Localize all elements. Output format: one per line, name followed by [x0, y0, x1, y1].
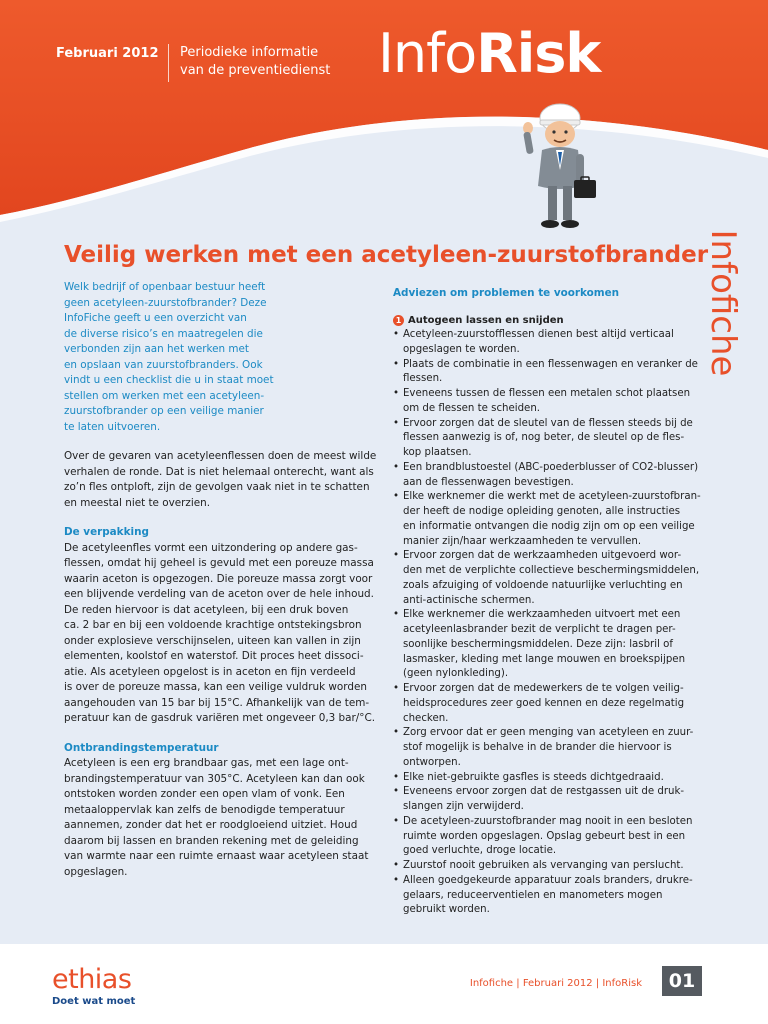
advice-list-item-line: om de flessen te scheiden.	[403, 402, 541, 414]
advice-list-item	[393, 874, 708, 918]
advice-list-item-line: flessen aanwezig is of, nog beter, de sleutel op de fles-	[403, 432, 685, 444]
advice-list	[393, 328, 708, 918]
advice-list-item-line: • Elke niet-gebruikte gasfles is steeds dichtgedraaid.	[403, 771, 664, 783]
advice-list-item	[393, 815, 708, 859]
advice-list-item	[393, 417, 708, 461]
logo-wordmark: ethias	[52, 964, 132, 995]
advice-list-item	[393, 549, 708, 608]
paragraph-line: Over de gevaren van acetyleenflessen doen de meest wilde	[64, 450, 377, 462]
advice-subheading	[393, 313, 708, 328]
advice-list-item-line: • Zorg ervoor dat er geen menging van acetyleen en zuur-	[403, 727, 694, 739]
advice-list-item-line: stof mogelijk is behalve in de brander die hiervoor is	[403, 742, 672, 753]
advice-list-item-line: acetyleenlasbrander bezit de verplicht te dragen per-	[403, 624, 676, 635]
advice-list-item-line: flessen.	[403, 373, 443, 385]
advice-list-item-line: • Ervoor zorgen dat de medewerkers de te volgen veilig-	[403, 683, 684, 694]
paragraph-line: van warmte naar een ruimte ernaast waar acetyleen staat	[64, 850, 369, 862]
advice-list-item-line: • Eveneens tussen de flessen een metalen schot plaatsen	[403, 388, 691, 399]
paragraph-line: verhalen de ronde. Dat is niet helemaal onterecht, want als	[64, 465, 374, 478]
section-heading: De verpakking	[64, 526, 149, 538]
paragraph-line: elementen, koolstof en waterstof. Dit proces heet dissoci-	[64, 650, 364, 662]
advice-list-item-line: anti-actinische schermen.	[403, 594, 535, 606]
advice-subheading-label: Autogeen lassen en snijden	[408, 315, 564, 326]
logo-tagline: Doet wat moet	[52, 996, 136, 1007]
advice-heading: Adviezen om problemen te voorkomen	[393, 287, 620, 299]
advice-list-item-line: • Ervoor zorgen dat de werkzaamheden uitgevoerd wor-	[403, 550, 682, 562]
paragraph-line: zo’n fles ontploft, zijn de gevolgen vaak niet in te schatten	[64, 481, 370, 493]
intro-line: geen acetyleen-zuurstofbrander? Deze	[64, 296, 267, 309]
advice-list-item	[393, 387, 708, 417]
section-verpakking	[64, 525, 379, 727]
advice-list-item-line: soonlijke beschermingsmiddelen. Deze zijn: lasbril of	[403, 638, 673, 650]
advice-list-item-line: den met de verplichte collectieve beschermingsmiddelen,	[403, 565, 700, 576]
advice-list-item	[393, 771, 708, 786]
advice-list-item	[393, 859, 708, 874]
header-subtitle	[180, 44, 330, 80]
paragraph-line: onder explosieve verschijnselen, uiteen kan vallen in zijn	[64, 634, 361, 647]
intro-text	[64, 280, 379, 435]
advice-list-item-line: (geen nylonkleding).	[403, 668, 509, 680]
intro-line: te laten uitvoeren.	[64, 420, 161, 433]
paragraph-line: is over de poreuze massa, kan een veilige vuldruk worden	[64, 681, 367, 693]
paragraph-line: een blijvende verdeling van de aceton over de hele inhoud.	[64, 588, 374, 600]
intro-line: Welk bedrijf of openbaar bestuur heeft	[64, 281, 266, 293]
advice-list-item-line: ruimte worden opgeslagen. Opslag gebeurt best in een	[403, 830, 686, 842]
advice-list-item-line: heidsprocedures zeer goed kennen en deze regelmatig	[403, 697, 685, 709]
advice-list-item	[393, 358, 708, 388]
paragraph-line: peratuur kan de gasdruk variëren met ongeveer 0,3 bar/°C.	[64, 712, 376, 724]
advice-list-item-line: en informatie ontvangen die nodig zijn om op een veilige	[403, 520, 695, 532]
advice-list-item-line: opgeslagen te worden.	[403, 343, 520, 355]
paragraph-line: De reden hiervoor is dat acetyleen, bij een druk boven	[64, 603, 349, 616]
paragraph-line: metaaloppervlak kan zelfs de benodigde temperatuur	[64, 803, 345, 816]
paragraph-line: daarom bij lassen en branden rekening met de geleiding	[64, 834, 359, 847]
advice-list-item	[393, 726, 708, 770]
footer-text: Infofiche | Februari 2012 | InfoRisk	[469, 978, 642, 989]
advice-list-item-line: gebruikt worden.	[403, 904, 490, 916]
paragraph-intro	[64, 449, 379, 511]
intro-line: verbonden zijn aan het werken met	[64, 343, 250, 355]
advice-list-item-line: aan de flessenwagen bevestigen.	[403, 476, 574, 488]
advice-list-item-line: • Elke werknemer die werkt met de acetyleen-zuurstofbran-	[403, 491, 701, 503]
intro-line: zuurstofbrander op een veilige manier	[64, 405, 264, 417]
advice-list-item-line: gelaars, reduceerventielen en manometers mogen	[403, 889, 663, 901]
issue-date: Februari 2012	[56, 46, 159, 61]
advice-list-item-line: • Zuurstof nooit gebruiken als vervanging van perslucht.	[403, 860, 684, 871]
section-heading: Ontbrandingstemperatuur	[64, 741, 219, 754]
intro-line: vindt u een checklist die u in staat moet	[64, 374, 274, 386]
advice-list-item-line: zoals afzuiging of voldoende natuurlijke verluchting en	[403, 579, 683, 591]
advice-list-item-line: lasmasker, kleding met lange mouwen en broekspijpen	[403, 653, 686, 665]
mascot-illustration	[512, 98, 622, 238]
advice-list-item	[393, 608, 708, 682]
advice-list-item-line: • Eveneens ervoor zorgen dat de restgassen uit de druk-	[403, 786, 685, 798]
paragraph-line: opgeslagen.	[64, 865, 128, 878]
paragraph-line: brandingstemperatuur van 305°C. Acetyleen kan dan ook	[64, 772, 365, 785]
advice-list-item	[393, 328, 708, 358]
header-divider	[168, 44, 169, 82]
paragraph-line: flessen, omdat hij geheel is gevuld met een poreuze massa	[64, 557, 374, 569]
advice-list-item-line: • Acetyleen-zuurstofflessen dienen best altijd verticaal	[403, 329, 674, 340]
advice-list-item-line: • Alleen goedgekeurde apparatuur zoals branders, drukre-	[403, 874, 693, 886]
advice-list-item-line: slangen zijn verwijderd.	[403, 801, 524, 812]
intro-line: de diverse risico’s en maatregelen die	[64, 327, 263, 340]
intro-line: stellen om werken met een acetyleen-	[64, 389, 265, 402]
advice-list-item-line: kop plaatsen.	[403, 447, 472, 458]
advice-list-item	[393, 785, 708, 815]
intro-line: en opslaan van zuurstofbranders. Ook	[64, 358, 263, 371]
number-badge: 1	[393, 315, 404, 326]
paragraph-line: Acetyleen is een erg brandbaar gas, met een lage ont-	[64, 757, 349, 769]
paragraph-line: waarin aceton is opgezogen. Die poreuze massa zorgt voor	[64, 572, 373, 585]
section-ontbranding	[64, 741, 379, 881]
right-column	[393, 285, 708, 918]
paragraph-line: aangehouden van 15 bar bij 15°C. Afhankelijk van de tem-	[64, 696, 370, 709]
paragraph-line: ontstoken worden zonder een open vlam of vonk. Een	[64, 788, 345, 800]
advice-list-item	[393, 461, 708, 491]
brand-bold: Risk	[476, 22, 601, 85]
advice-list-item	[393, 490, 708, 549]
advice-list-item-line: • Elke werknemer die werkzaamheden uitvoert met een	[403, 609, 681, 621]
advice-list-item-line: ontworpen.	[403, 756, 461, 768]
brand-title	[378, 22, 600, 85]
side-label-text: Infofiche	[703, 229, 743, 377]
advice-list-item-line: • De acetyleen-zuurstofbrander mag nooit in een besloten	[403, 815, 693, 827]
ethias-logo	[52, 966, 135, 1007]
advice-list-item-line: • Plaats de combinatie in een flessenwagen en veranker de	[403, 358, 698, 370]
paragraph-line: aannemen, zonder dat het er roodgloeiend uitziet. Houd	[64, 819, 358, 831]
page-title: Veilig werken met een acetyleen-zuurstofbrander	[64, 242, 709, 268]
advice-list-item-line: • Ervoor zorgen dat de sleutel van de flessen steeds bij de	[403, 417, 693, 429]
page-number: 01	[662, 966, 702, 996]
advice-list-item-line: checken.	[403, 712, 449, 724]
advice-list-item-line: • Een brandblustoestel (ABC-poederblusser of CO2-blusser)	[403, 461, 699, 473]
paragraph-line: De acetyleenfles vormt een uitzondering op andere gas-	[64, 541, 358, 554]
paragraph-line: en meestal niet te overzien.	[64, 496, 211, 509]
paragraph-line: atie. Als acetyleen opgelost is in aceton en fijn verdeeld	[64, 665, 356, 678]
advice-list-item-line: goed verluchte, droge locatie.	[403, 845, 557, 857]
header-subtitle-line: van de preventiedienst	[180, 63, 331, 78]
brand-light: Info	[378, 22, 477, 85]
header-subtitle-line: Periodieke informatie	[180, 45, 319, 60]
paragraph-line: ca. 2 bar en bij een voldoende krachtige ontstekingsbron	[64, 619, 362, 631]
advice-list-item-line: manier zijn/haar werkzaamheden te vervullen.	[403, 535, 642, 547]
left-column	[64, 280, 379, 894]
advice-list-item-line: der heeft de nodige opleiding genoten, alle instructies	[403, 506, 681, 517]
intro-line: InfoFiche geeft u een overzicht van	[64, 312, 247, 324]
advice-list-item	[393, 682, 708, 726]
